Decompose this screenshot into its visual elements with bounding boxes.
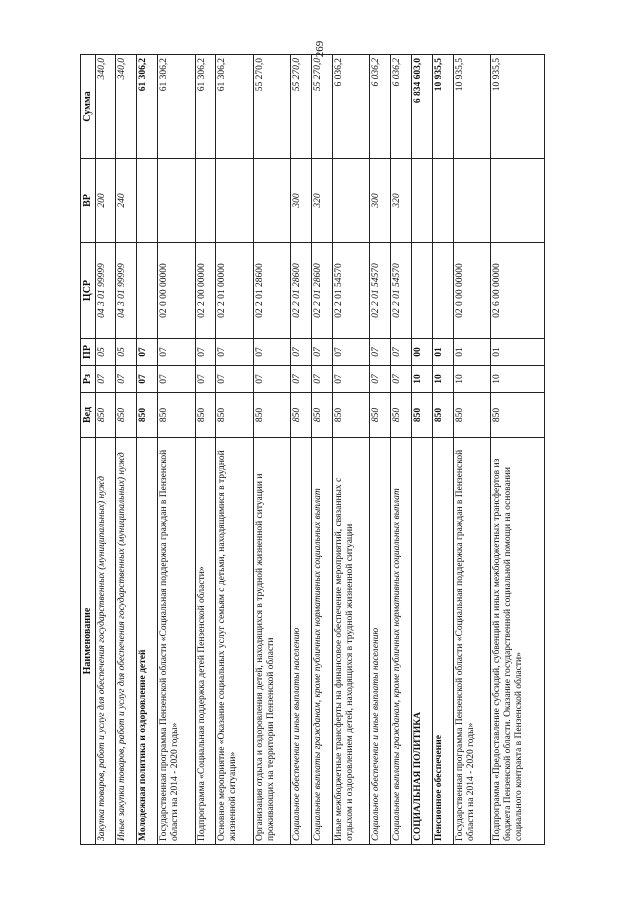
cell-ved: 850 — [453, 393, 490, 438]
cell-ved: 850 — [158, 393, 195, 438]
budget-table — [80, 54, 545, 845]
table-row — [412, 55, 433, 845]
cell-sum: 10 935,5 — [432, 55, 453, 159]
cell-rz: 10 — [491, 366, 545, 393]
cell-sum: 6 834 603,0 — [412, 55, 433, 159]
cell-sum: 61 306,2 — [216, 55, 253, 159]
cell-ved: 850 — [311, 393, 332, 438]
cell-ved: 850 — [137, 393, 158, 438]
cell-ved: 850 — [432, 393, 453, 438]
cell-pr: 07 — [370, 339, 391, 366]
cell-rz: 07 — [195, 366, 216, 393]
table-row — [491, 55, 545, 845]
cell-rz: 07 — [116, 366, 137, 393]
cell-pr: 07 — [332, 339, 369, 366]
cell-rz: 07 — [216, 366, 253, 393]
cell-csr: 02 2 01 54570 — [370, 243, 391, 339]
table-row — [158, 55, 195, 845]
cell-csr: 02 2 01 54570 — [332, 243, 369, 339]
cell-vr: 200 — [95, 159, 116, 243]
cell-rz: 07 — [137, 366, 158, 393]
cell-csr: 02 6 00 00000 — [491, 243, 545, 339]
cell-pr: 01 — [453, 339, 490, 366]
cell-vr — [253, 159, 290, 243]
cell-ved: 850 — [116, 393, 137, 438]
table-header-row — [81, 55, 96, 845]
cell-rz: 07 — [253, 366, 290, 393]
cell-csr: 02 2 00 00000 — [195, 243, 216, 339]
cell-ved: 850 — [391, 393, 412, 438]
cell-name: Молодежная политика и оздоровление детей — [137, 438, 158, 845]
header-ved: Вед — [81, 393, 96, 438]
cell-csr: 02 2 01 00000 — [216, 243, 253, 339]
cell-vr — [158, 159, 195, 243]
rotated-budget-table-container — [80, 55, 545, 845]
cell-rz: 10 — [453, 366, 490, 393]
cell-csr — [412, 243, 433, 339]
cell-pr: 07 — [253, 339, 290, 366]
cell-ved: 850 — [491, 393, 545, 438]
cell-vr: 320 — [311, 159, 332, 243]
cell-ved: 850 — [412, 393, 433, 438]
cell-sum: 340,0 — [95, 55, 116, 159]
cell-vr — [432, 159, 453, 243]
cell-vr — [195, 159, 216, 243]
cell-vr — [332, 159, 369, 243]
cell-csr: 04 3 01 99999 — [116, 243, 137, 339]
table-row — [195, 55, 216, 845]
table-row — [116, 55, 137, 845]
cell-rz: 07 — [332, 366, 369, 393]
cell-rz: 07 — [311, 366, 332, 393]
cell-pr: 01 — [432, 339, 453, 366]
cell-sum: 6 036,2 — [391, 55, 412, 159]
cell-vr — [216, 159, 253, 243]
cell-rz: 07 — [370, 366, 391, 393]
header-sum: Сумма — [81, 55, 96, 159]
table-row — [291, 55, 312, 845]
page-number: 269 — [314, 40, 326, 58]
cell-csr: 02 2 01 28600 — [311, 243, 332, 339]
cell-name: Иные межбюджетные трансферты на финансовое обеспечение мероприятий, связанных с отдыхом и оздоровлением детей, находящихся в трудной жизненной ситуации — [332, 438, 369, 845]
cell-csr — [432, 243, 453, 339]
table-row — [391, 55, 412, 845]
cell-name: Социальное обеспечение и иные выплаты населению — [370, 438, 391, 845]
cell-name: Подпрограмма «Предоставление субсидий, субвенций и иных межбюджетных трансфертов из бюджета Пензенской области. Оказание государственной социальной помощи на основании социального контракта в Пензенской области» — [491, 438, 545, 845]
cell-pr: 07 — [195, 339, 216, 366]
cell-name: Социальные выплаты гражданам, кроме публичных нормативных социальных выплат — [391, 438, 412, 845]
cell-pr: 00 — [412, 339, 433, 366]
cell-ved: 850 — [95, 393, 116, 438]
cell-name: Государственная программа Пензенской области «Социальная поддержка граждан в Пензенской области на 2014 - 2020 годы» — [453, 438, 490, 845]
cell-pr: 07 — [158, 339, 195, 366]
cell-rz: 07 — [291, 366, 312, 393]
cell-pr: 01 — [491, 339, 545, 366]
table-row — [311, 55, 332, 845]
cell-csr: 02 0 00 00000 — [453, 243, 490, 339]
cell-sum: 6 036,2 — [370, 55, 391, 159]
cell-ved: 850 — [216, 393, 253, 438]
cell-csr: 04 3 01 99999 — [95, 243, 116, 339]
table-row — [453, 55, 490, 845]
cell-sum: 6 036,2 — [332, 55, 369, 159]
cell-sum: 61 306,2 — [195, 55, 216, 159]
cell-sum: 55 270,0 — [253, 55, 290, 159]
header-name: Наименование — [81, 438, 96, 845]
cell-name: Пенсионное обеспечение — [432, 438, 453, 845]
cell-csr: 02 2 01 28600 — [253, 243, 290, 339]
table-row — [216, 55, 253, 845]
cell-name: Организация отдыха и оздоровления детей, находящихся в трудной жизненной ситуации и проживающих на территории Пензенской области — [253, 438, 290, 845]
table-row — [432, 55, 453, 845]
cell-rz: 07 — [391, 366, 412, 393]
cell-vr — [453, 159, 490, 243]
cell-csr: 02 2 01 54570 — [391, 243, 412, 339]
cell-vr: 300 — [370, 159, 391, 243]
cell-vr — [412, 159, 433, 243]
cell-ved: 850 — [195, 393, 216, 438]
cell-ved: 850 — [332, 393, 369, 438]
cell-name: Закупка товаров, работ и услуг для обеспечения государственных (муниципальных) нужд — [95, 438, 116, 845]
cell-name: СОЦИАЛЬНАЯ ПОЛИТИКА — [412, 438, 433, 845]
cell-sum: 10 935,5 — [491, 55, 545, 159]
header-rz: Рз — [81, 366, 96, 393]
cell-name: Социальное обеспечение и иные выплаты населению — [291, 438, 312, 845]
cell-pr: 07 — [216, 339, 253, 366]
cell-pr: 05 — [116, 339, 137, 366]
cell-sum: 55 270,0 — [291, 55, 312, 159]
cell-csr: 02 0 00 00000 — [158, 243, 195, 339]
cell-name: Подпрограмма «Социальная поддержка детей Пензенской области» — [195, 438, 216, 845]
table-row — [253, 55, 290, 845]
cell-name: Основное мероприятие «Оказание социальных услуг семьям с детьми, находящимися в трудной жизненной ситуации» — [216, 438, 253, 845]
cell-name: Государственная программа Пензенской области «Социальная поддержка граждан в Пензенской области на 2014 - 2020 годы» — [158, 438, 195, 845]
cell-name: Социальные выплаты гражданам, кроме публичных нормативных социальных выплат — [311, 438, 332, 845]
cell-sum: 61 306,2 — [158, 55, 195, 159]
header-csr: ЦСР — [81, 243, 96, 339]
cell-sum: 10 935,5 — [453, 55, 490, 159]
cell-vr — [491, 159, 545, 243]
table-body — [95, 55, 545, 845]
table-row — [370, 55, 391, 845]
cell-ved: 850 — [370, 393, 391, 438]
cell-rz: 07 — [95, 366, 116, 393]
cell-rz: 07 — [158, 366, 195, 393]
cell-vr — [137, 159, 158, 243]
header-vr: ВР — [81, 159, 96, 243]
cell-vr: 300 — [291, 159, 312, 243]
header-pr: ПР — [81, 339, 96, 366]
cell-pr: 07 — [391, 339, 412, 366]
cell-vr: 320 — [391, 159, 412, 243]
cell-pr: 07 — [291, 339, 312, 366]
cell-vr: 240 — [116, 159, 137, 243]
cell-pr: 07 — [311, 339, 332, 366]
table-row — [332, 55, 369, 845]
cell-csr: 02 2 01 28600 — [291, 243, 312, 339]
cell-sum: 61 306,2 — [137, 55, 158, 159]
cell-pr: 07 — [137, 339, 158, 366]
cell-sum: 55 270,0 — [311, 55, 332, 159]
table-row — [95, 55, 116, 845]
cell-csr — [137, 243, 158, 339]
cell-ved: 850 — [253, 393, 290, 438]
cell-pr: 05 — [95, 339, 116, 366]
cell-sum: 340,0 — [116, 55, 137, 159]
cell-name: Иные закупки товаров, работ и услуг для обеспечения государственных (муниципальных) нужд — [116, 438, 137, 845]
cell-rz: 10 — [432, 366, 453, 393]
table-row — [137, 55, 158, 845]
cell-ved: 850 — [291, 393, 312, 438]
cell-rz: 10 — [412, 366, 433, 393]
